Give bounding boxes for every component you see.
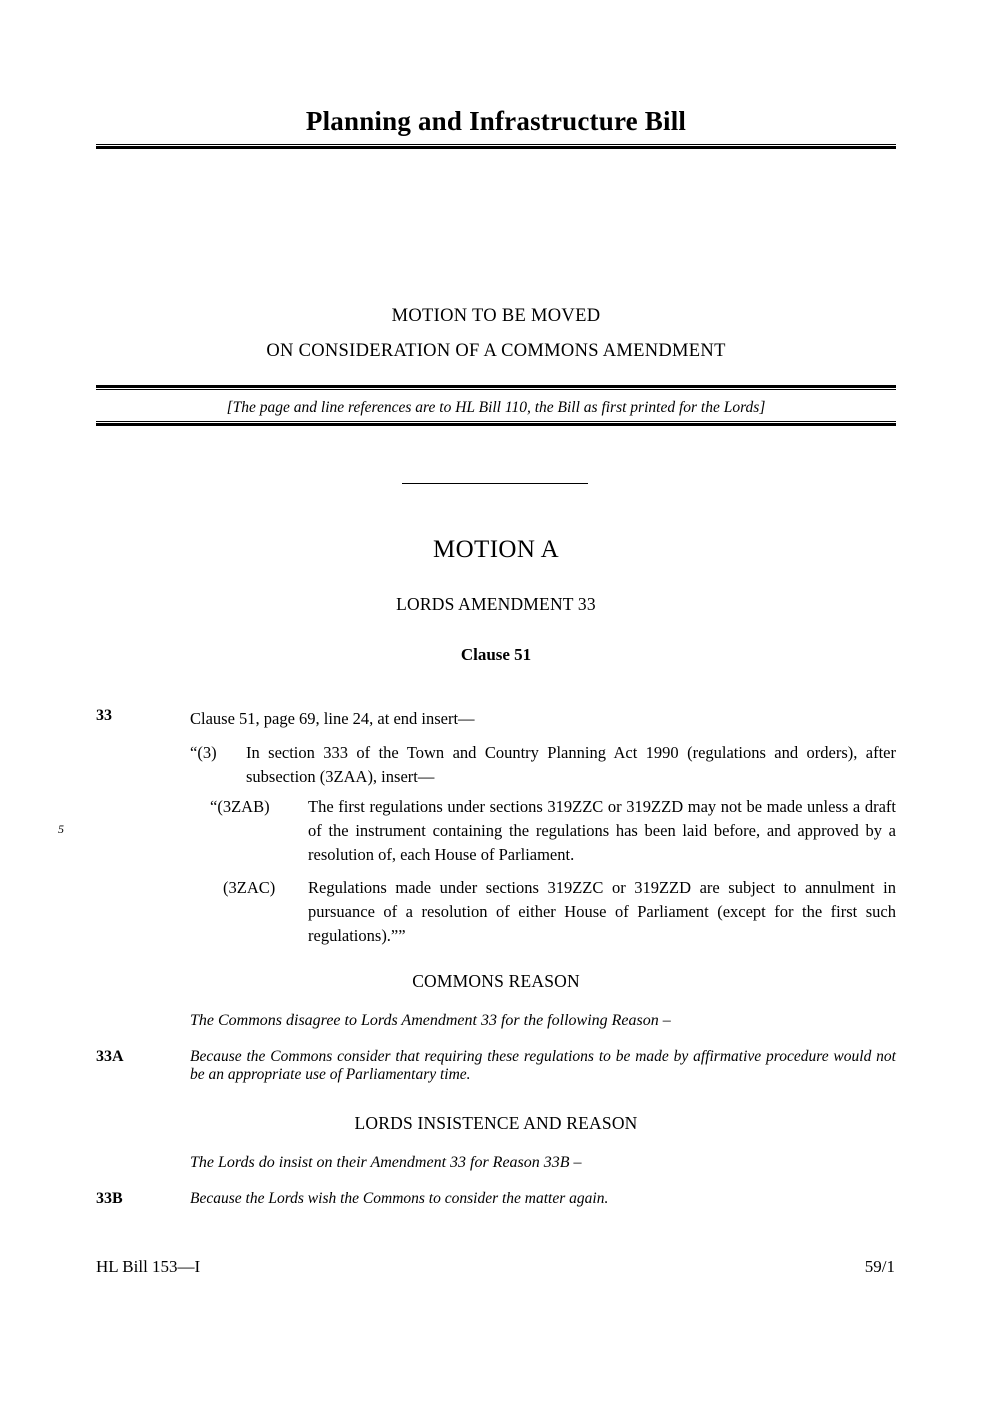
motion-heading-primary: MOTION TO BE MOVED [391, 306, 601, 326]
footer-page-reference: 59/1 [864, 1257, 895, 1276]
motion-title: MOTION A [432, 536, 560, 563]
reference-note: [The page and line references are to HL Bill 110, the Bill as first printed for the Lords] [226, 399, 766, 416]
commons-reason-intro: The Commons disagree to Lords Amendment 33 for the following Reason – [190, 1012, 671, 1029]
paragraph-3zab-text: The first regulations under sections 319ZZC or 319ZZD may not be made unless a draft of the instrument containing the regulations has been laid before, and approved by a resolution of, each House of Parliament. [308, 797, 896, 864]
section-divider [402, 483, 588, 484]
reason-marker-33b: 33B [96, 1190, 123, 1207]
paragraph-3-text: In section 333 of the Town and Country Planning Act 1990 (regulations and orders), after subsection (3ZAA), insert— [246, 743, 896, 786]
amendment-lead-in: Clause 51, page 69, line 24, at end insert— [190, 709, 475, 728]
amendment-paragraph-3 [190, 741, 896, 789]
footer-bill-reference: HL Bill 153—I [96, 1257, 201, 1276]
title-rule [96, 144, 896, 149]
amendment-paragraph-3zab [190, 795, 896, 867]
reason-marker-33a: 33A [96, 1048, 124, 1065]
note-rule-bottom [96, 421, 896, 426]
paragraph-3zac-text: Regulations made under sections 319ZZC or 319ZZD are subject to annulment in pursuance of a resolution of either House of Parliament (except for the first such regulations).”” [308, 878, 896, 945]
clause-heading: Clause 51 [460, 645, 532, 664]
paragraph-3-tag: “(3) [190, 743, 217, 762]
paragraph-3zab-tag: “(3ZAB) [210, 797, 270, 816]
paragraph-3zac-tag: (3ZAC) [223, 878, 276, 897]
lords-insistence-intro: The Lords do insist on their Amendment 33 for Reason 33B – [190, 1154, 582, 1171]
page-title: Planning and Infrastructure Bill [305, 106, 687, 136]
note-rule-top [96, 385, 896, 390]
commons-reason-heading: COMMONS REASON [412, 971, 580, 991]
lords-insistence-heading: LORDS INSISTENCE AND REASON [354, 1113, 638, 1133]
margin-line-number: 5 [58, 822, 64, 836]
commons-reason-text: Because the Commons consider that requiring these regulations to be made by affirmative procedure would not be an appropriate use of Parliamentary time. [190, 1048, 896, 1083]
lords-amendment-heading: LORDS AMENDMENT 33 [396, 594, 596, 614]
lords-insistence-text: Because the Lords wish the Commons to consider the matter again. [190, 1190, 609, 1207]
amendment-marker-33: 33 [96, 707, 112, 724]
motion-heading-secondary: ON CONSIDERATION OF A COMMONS AMENDMENT [266, 341, 726, 361]
amendment-paragraph-3zac [190, 876, 896, 948]
